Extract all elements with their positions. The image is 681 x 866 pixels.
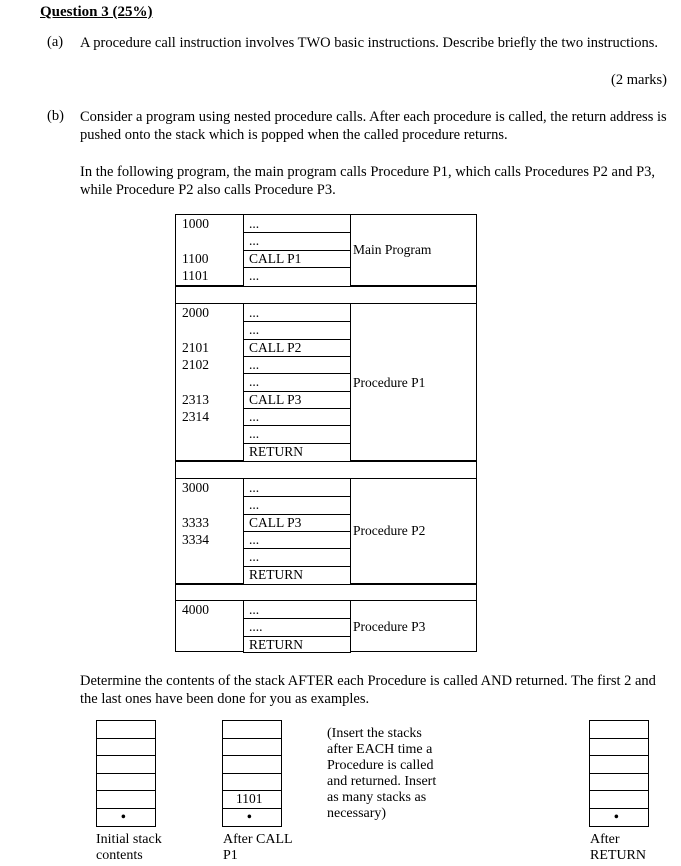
instruction: ... [249,357,260,372]
instruction: ... [249,532,260,547]
instruction: RETURN [249,567,303,582]
address-2313: 2313 [182,392,209,407]
code-cell [243,321,351,340]
instruction: ... [249,268,260,283]
block-separator [175,286,477,304]
stack-slot [222,755,282,774]
address-3334: 3334 [182,532,209,547]
after-return-caption-line2: RETURN [590,848,646,863]
stack-slot [96,790,156,809]
note-line: Procedure is called [327,758,434,773]
stack-slot [96,720,156,739]
instruction: CALL P3 [249,515,302,530]
stack-bottom-marker: • [614,809,619,824]
address-1000: 1000 [182,216,209,231]
part-b-intro: Consider a program using nested procedure calls. After each procedure is called, the return address is pushed onto the stack which is popped when the called procedure returns. [80,109,667,143]
code-cell [243,408,351,426]
instruction: CALL P1 [249,251,302,266]
instruction: ... [249,549,260,564]
instruction: CALL P2 [249,340,302,355]
procedure-p1-label: Procedure P1 [353,375,426,390]
instruction: RETURN [249,637,303,652]
stack-instructions-note [327,726,436,822]
code-cell [243,478,351,497]
instruction: RETURN [249,444,303,459]
address-4000: 4000 [182,602,209,617]
address-1100: 1100 [182,251,209,266]
address-2101: 2101 [182,340,209,355]
address-3000: 3000 [182,480,209,495]
code-cell [243,373,351,392]
address-1101: 1101 [182,268,209,283]
stack-slot [222,720,282,739]
code-cell [243,303,351,322]
stack-bottom-marker: • [121,809,126,824]
instruction: ... [249,233,260,248]
code-cell [243,267,351,287]
stack-slot [96,773,156,792]
part-a-label: (a) [47,34,64,50]
initial-stack-caption-line2: contents [96,848,143,863]
address-3333: 3333 [182,515,209,530]
note-line: as many stacks as [327,790,427,805]
stack-slot [222,808,282,827]
instruction: ... [249,305,260,320]
code-cell [243,548,351,567]
instruction: CALL P3 [249,392,302,407]
block-separator [175,584,477,601]
note-line: (Insert the stacks [327,726,422,741]
stack-slot [589,738,649,757]
instruction: ... [249,602,260,617]
instruction: ... [249,322,260,337]
block-separator [175,461,477,479]
instruction: ... [249,409,260,424]
stack-slot [222,773,282,792]
code-cell [243,356,351,374]
note-line: necessary) [327,806,387,821]
stack-slot [96,738,156,757]
instruction: ... [249,480,260,495]
after-return-caption [590,832,646,864]
part-b-instruction: Determine the contents of the stack AFTER each Procedure is called AND returned. The first 2 and the last ones have been done for you as examples. [80,673,656,707]
code-cell [243,425,351,444]
instruction: ... [249,216,260,231]
initial-stack-caption [96,832,162,864]
stack-slot [589,790,649,809]
procedure-p2-label: Procedure P2 [353,523,426,538]
stack-slot [96,755,156,774]
code-cell [243,214,351,233]
code-cell [243,600,351,619]
after-call-caption [223,832,293,864]
part-b-label: (b) [47,108,64,124]
code-cell [243,496,351,515]
question-title: Question 3 (25%) [40,4,153,20]
code-cell [243,232,351,251]
stack-slot [589,720,649,739]
address-2102: 2102 [182,357,209,372]
part-a-text: A procedure call instruction involves TWO basic instructions. Describe briefly the two instructions. [80,35,658,51]
instruction: .... [249,619,263,634]
instruction: ... [249,426,260,441]
after-call-caption-line2: P1 [223,848,238,863]
note-line: after EACH time a [327,742,433,757]
address-2314: 2314 [182,409,209,424]
stack-top-value: 1101 [236,791,263,807]
main-program-label: Main Program [353,242,432,257]
after-call-caption-line1: After CALL [223,832,293,847]
stack-slot [589,755,649,774]
code-cell [243,531,351,549]
instruction: ... [249,374,260,389]
initial-stack-caption-line1: Initial stack [96,832,162,847]
stack-slot [96,808,156,827]
address-2000: 2000 [182,305,209,320]
stack-slot [589,808,649,827]
instruction: ... [249,497,260,512]
stack-slot [222,738,282,757]
part-b-program-text: In the following program, the main program calls Procedure P1, which calls Procedures P2 and P3, while Procedure P2 also calls Procedure P3. [80,164,656,198]
stack-slot [589,773,649,792]
procedure-p1-address-column [175,303,243,461]
note-line: and returned. Insert [327,774,437,789]
stack-bottom-marker: • [247,809,252,824]
after-return-caption-line1: After [590,832,620,847]
procedure-p3-label: Procedure P3 [353,619,426,634]
part-a-marks: (2 marks) [611,72,667,88]
